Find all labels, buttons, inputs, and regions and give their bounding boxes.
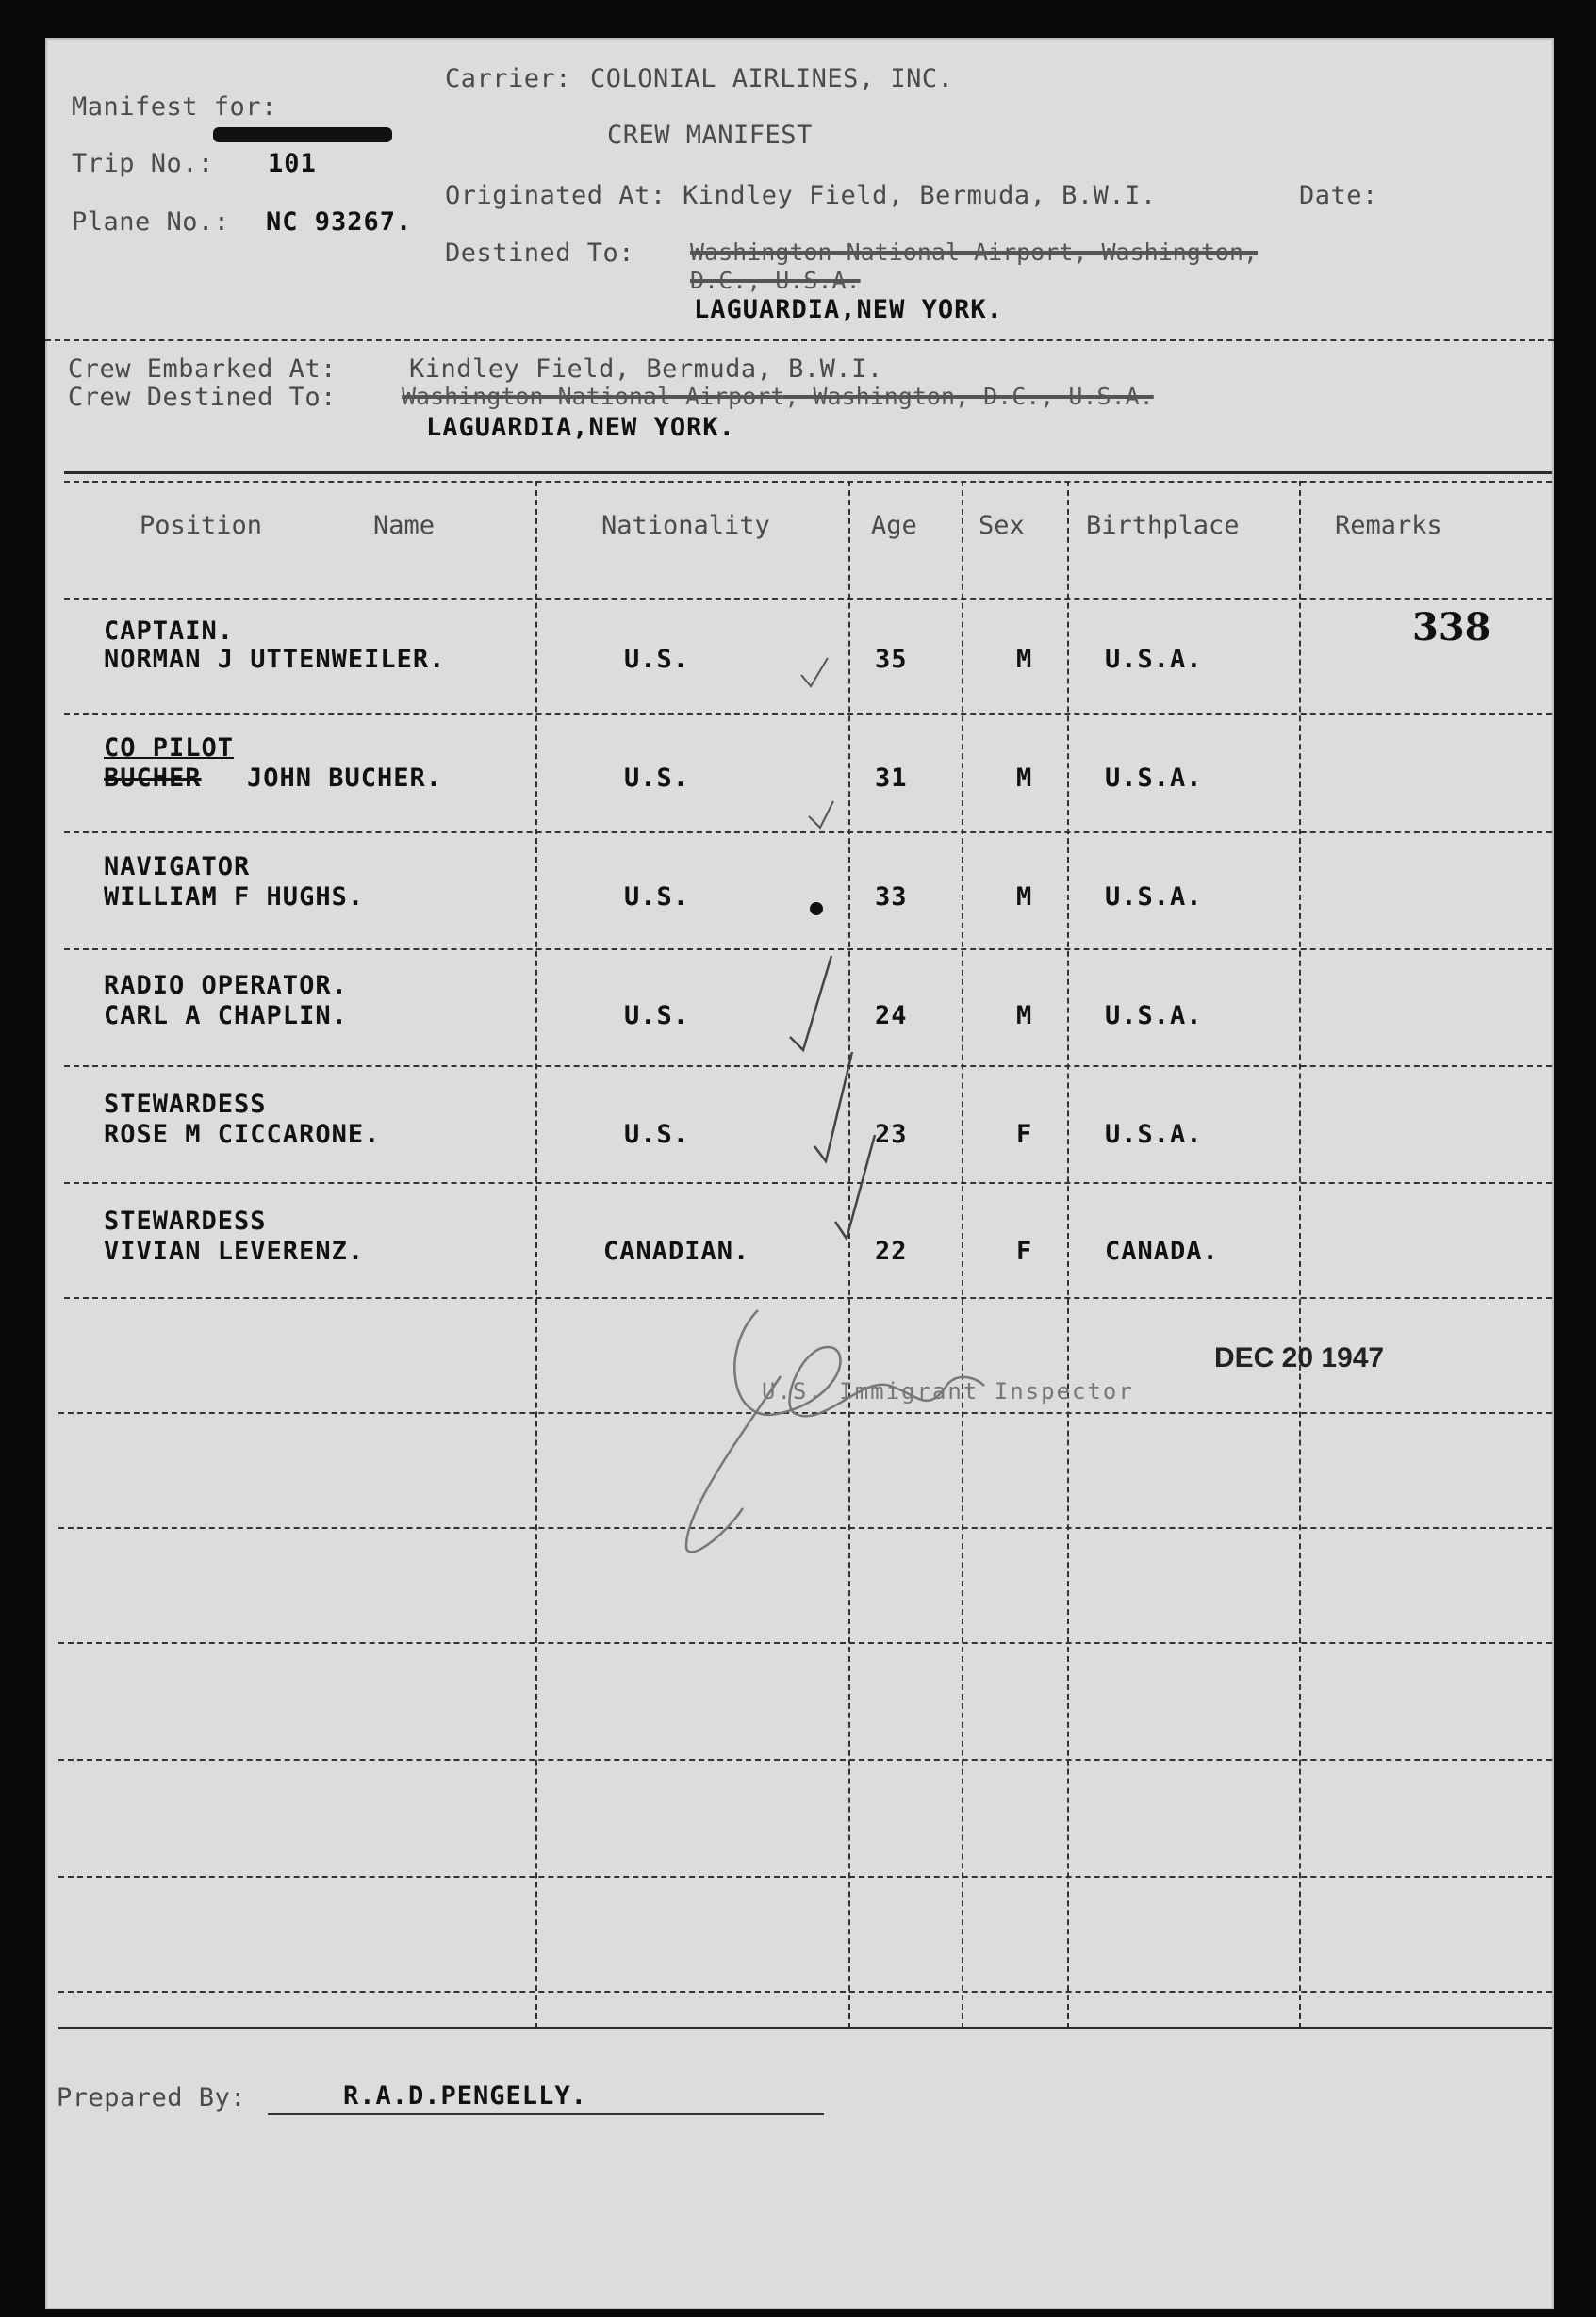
crew-destined-to: LAGUARDIA,NEW YORK. xyxy=(426,413,735,442)
crew-sex: F xyxy=(1016,1237,1033,1266)
crew-position: CO PILOT xyxy=(104,733,235,763)
date-stamp: DEC 20 1947 xyxy=(1214,1342,1385,1373)
prepared-by: R.A.D.PENGELLY. xyxy=(343,2081,587,2111)
crew-nationality: U.S. xyxy=(624,882,690,912)
crew-sex: M xyxy=(1016,645,1033,674)
checkmark-icon xyxy=(814,1052,852,1161)
manifest-sheet xyxy=(45,38,1554,2309)
signature-line xyxy=(268,2113,824,2115)
destined-struck-line-1: Washington National Airport, Washington, xyxy=(690,238,1259,266)
checkmark-icon xyxy=(801,658,828,686)
crew-name: JOHN BUCHER. xyxy=(247,764,443,793)
crew-name-struck: BUCHER xyxy=(104,764,202,793)
crew-position: STEWARDESS xyxy=(104,1090,267,1119)
crew-name: ROSE M CICCARONE. xyxy=(104,1120,381,1149)
crew-position: RADIO OPERATOR. xyxy=(104,971,348,1000)
crew-remarks: 338 xyxy=(1412,605,1491,649)
originated-label: Originated At: xyxy=(445,181,666,210)
trip-number: 101 xyxy=(268,149,317,178)
destined-to: LAGUARDIA,NEW YORK. xyxy=(694,295,1003,324)
column-header-nationality: Nationality xyxy=(601,511,770,540)
crew-nationality: CANADIAN. xyxy=(603,1237,750,1266)
inspector-title: U.S. Immigrant Inspector xyxy=(762,1378,1134,1405)
crew-age: 35 xyxy=(875,645,908,674)
crew-destined-struck: Washington National Airport, Washington, D.C., U.S.A. xyxy=(402,383,1154,410)
crew-name: NORMAN J UTTENWEILER. xyxy=(104,645,446,674)
crew-birthplace: U.S.A. xyxy=(1105,882,1203,912)
crew-nationality: U.S. xyxy=(624,764,690,793)
ink-dot-icon xyxy=(810,902,823,915)
destined-struck-line-2: D.C., U.S.A. xyxy=(690,267,861,294)
column-header-birthplace: Birthplace xyxy=(1086,511,1240,540)
document-title: CREW MANIFEST xyxy=(607,121,813,150)
crew-age: 33 xyxy=(875,882,908,912)
checkmark-icon xyxy=(835,1135,875,1239)
crew-position: STEWARDESS xyxy=(104,1207,267,1236)
plane-number-label: Plane No.: xyxy=(72,207,230,237)
crew-age: 24 xyxy=(875,1001,908,1030)
crew-birthplace: U.S.A. xyxy=(1105,645,1203,674)
manifest-for-label: Manifest for: xyxy=(72,92,277,122)
handwritten-marks xyxy=(45,38,1554,2309)
crew-birthplace: U.S.A. xyxy=(1105,764,1203,793)
destined-label: Destined To: xyxy=(445,238,635,268)
inspector-signature-icon xyxy=(686,1310,984,1552)
crew-birthplace: CANADA. xyxy=(1105,1237,1219,1266)
column-header-sex: Sex xyxy=(979,511,1025,540)
column-header-age: Age xyxy=(871,511,917,540)
column-header-position: Position xyxy=(140,511,263,540)
crew-nationality: U.S. xyxy=(624,645,690,674)
checkmark-icon xyxy=(809,801,833,828)
carrier-label: Carrier: xyxy=(445,64,572,93)
crew-birthplace: U.S.A. xyxy=(1105,1120,1203,1149)
carrier-name: COLONIAL AIRLINES, INC. xyxy=(590,64,954,93)
crew-sex: M xyxy=(1016,764,1033,793)
trip-number-label: Trip No.: xyxy=(72,149,214,178)
crew-embarked-label: Crew Embarked At: xyxy=(68,354,337,384)
crew-sex: M xyxy=(1016,882,1033,912)
crew-sex: M xyxy=(1016,1001,1033,1030)
crew-name: WILLIAM F HUGHS. xyxy=(104,882,365,912)
crew-embarked-at: Kindley Field, Bermuda, B.W.I. xyxy=(409,354,883,384)
crew-age: 22 xyxy=(875,1237,908,1266)
crew-nationality: U.S. xyxy=(624,1120,690,1149)
originated-at: Kindley Field, Bermuda, B.W.I. xyxy=(683,181,1157,210)
crew-birthplace: U.S.A. xyxy=(1105,1001,1203,1030)
plane-number: NC 93267. xyxy=(266,207,413,237)
crew-destined-label: Crew Destined To: xyxy=(68,383,337,412)
checkmark-icon xyxy=(790,956,831,1050)
crew-name: VIVIAN LEVERENZ. xyxy=(104,1237,365,1266)
crew-position: CAPTAIN. xyxy=(104,616,235,646)
column-header-remarks: Remarks xyxy=(1335,511,1442,540)
crew-nationality: U.S. xyxy=(624,1001,690,1030)
crew-name: CARL A CHAPLIN. xyxy=(104,1001,348,1030)
crew-age: 31 xyxy=(875,764,908,793)
column-header-name: Name xyxy=(373,511,436,540)
crew-age: 23 xyxy=(875,1120,908,1149)
crew-sex: F xyxy=(1016,1120,1033,1149)
crew-position: NAVIGATOR xyxy=(104,852,251,881)
prepared-by-label: Prepared By: xyxy=(57,2083,247,2112)
date-label: Date: xyxy=(1299,181,1378,210)
